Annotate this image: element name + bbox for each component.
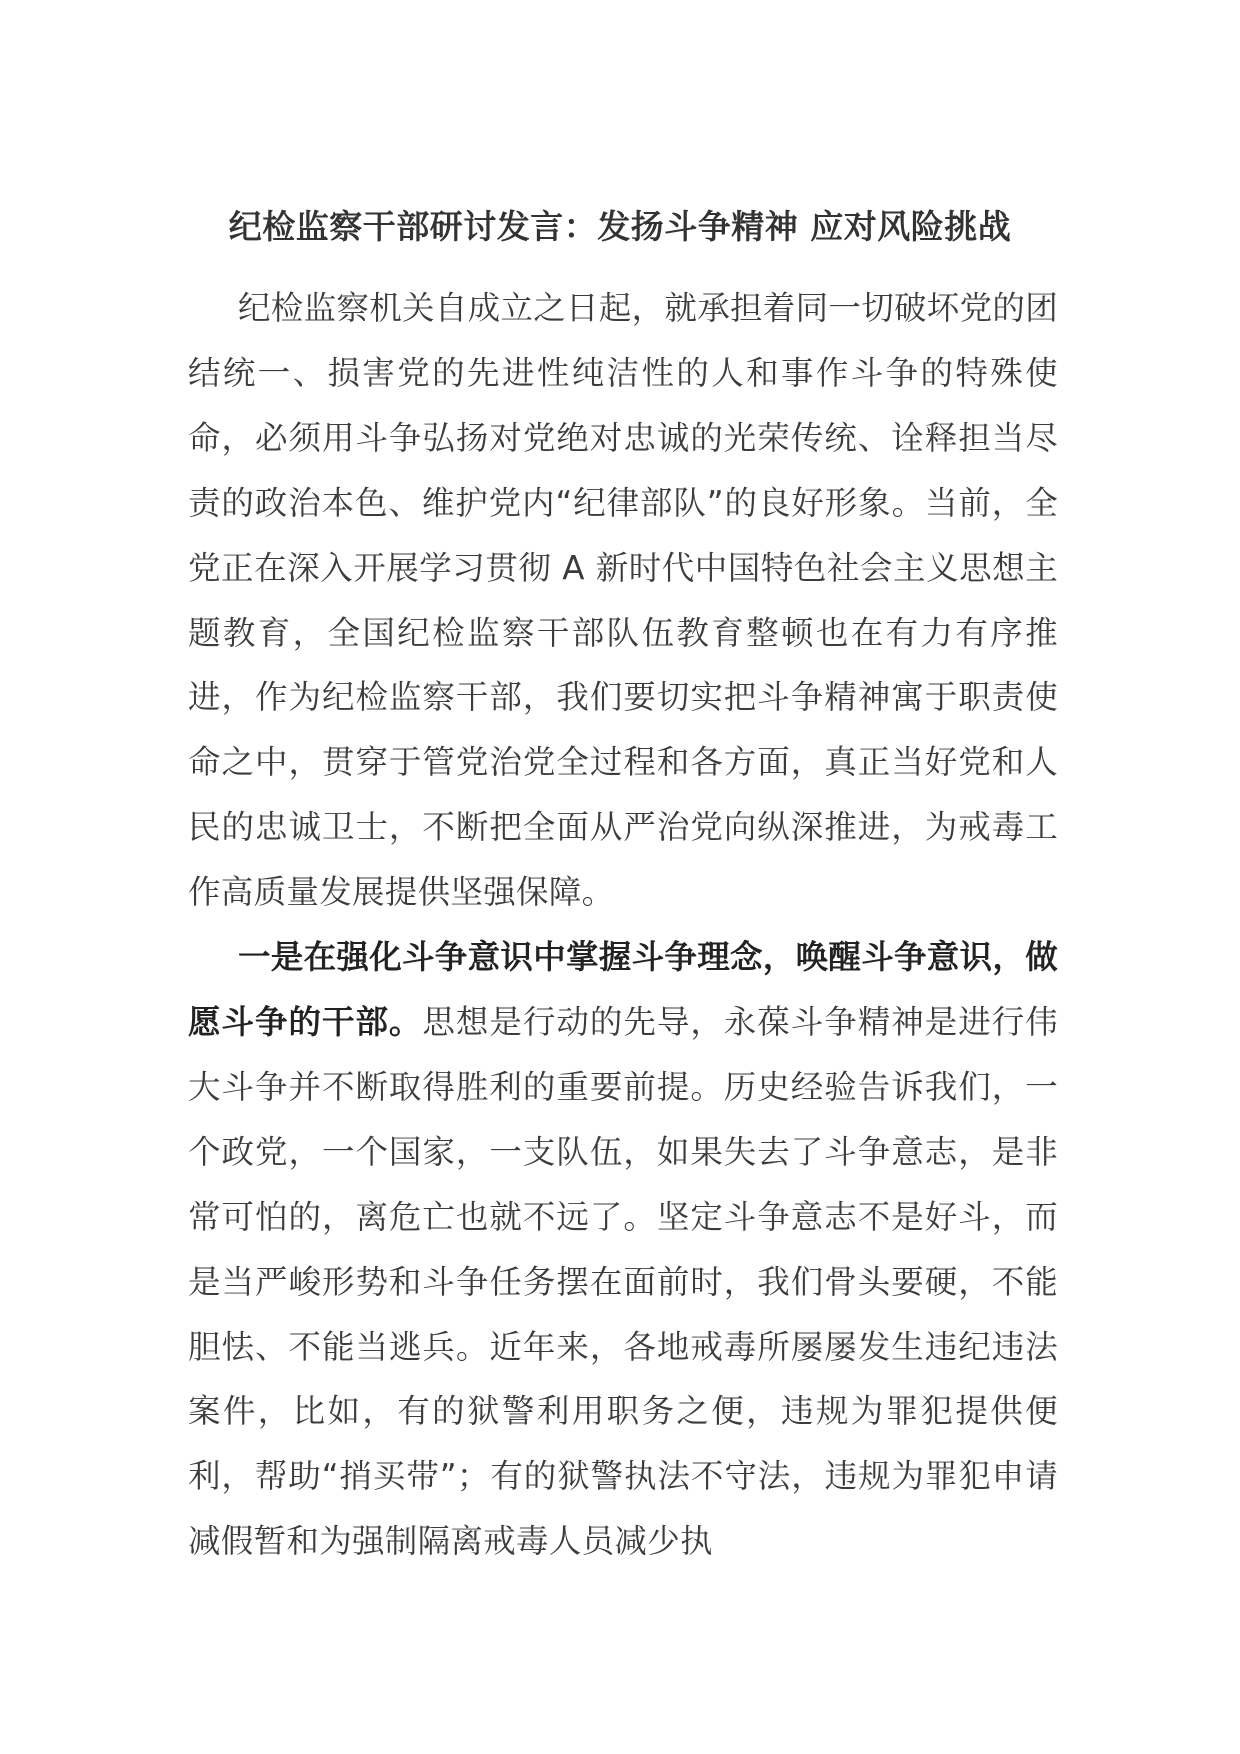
- paragraph-point-one-lead: 一是在强化斗争意识中掌握斗争理念，唤醒斗争意识，做愿斗争的干部。: [188, 938, 1059, 1041]
- paragraph-intro-text: 纪检监察机关自成立之日起，就承担着同一切破坏党的团结统一、损害党的先进性纯洁性的人和事作斗争的特殊使命，必须用斗争弘扬对党绝对忠诚的光荣传统、诠释担当尽责的政治本色、维护党内“纪律部队”的良好形象。当前，全党正在深入开展学习贯彻 A 新时代中国特色社会主义思想主题教育，全国纪检监察干部队伍教育整顿也在有力有序推进，作为纪检监察干部，我们要切实把斗争精神寓于职责使命之中，贯穿于管党治党全过程和各方面，真正当好党和人民的忠诚卫士，不断把全面从严治党向纵深推进，为戒毒工作高质量发展提供坚强保障。: [188, 289, 1059, 912]
- paragraph-point-one: [188, 925, 1058, 1574]
- paragraph-point-one-text: 思想是行动的先导，永葆斗争精神是进行伟大斗争并不断取得胜利的重要前提。历史经验告诉我们，一个政党，一个国家，一支队伍，如果失去了斗争意志，是非常可怕的，离危亡也就不远了。坚定斗争意志不是好斗，而是当严峻形势和斗争任务摆在面前时，我们骨头要硬，不能胆怯、不能当逃兵。近年来，各地戒毒所屡屡发生违纪违法案件，比如，有的狱警利用职务之便，违规为罪犯提供便利，帮助“捎买带”；有的狱警执法不守法，违规为罪犯申请减假暂和为强制隔离戒毒人员减少执: [188, 1002, 1058, 1561]
- document-title: 纪检监察干部研讨发言：发扬斗争精神 应对风险挑战: [228, 207, 1012, 246]
- document-body: [188, 276, 1058, 1574]
- paragraph-intro: [188, 276, 1058, 925]
